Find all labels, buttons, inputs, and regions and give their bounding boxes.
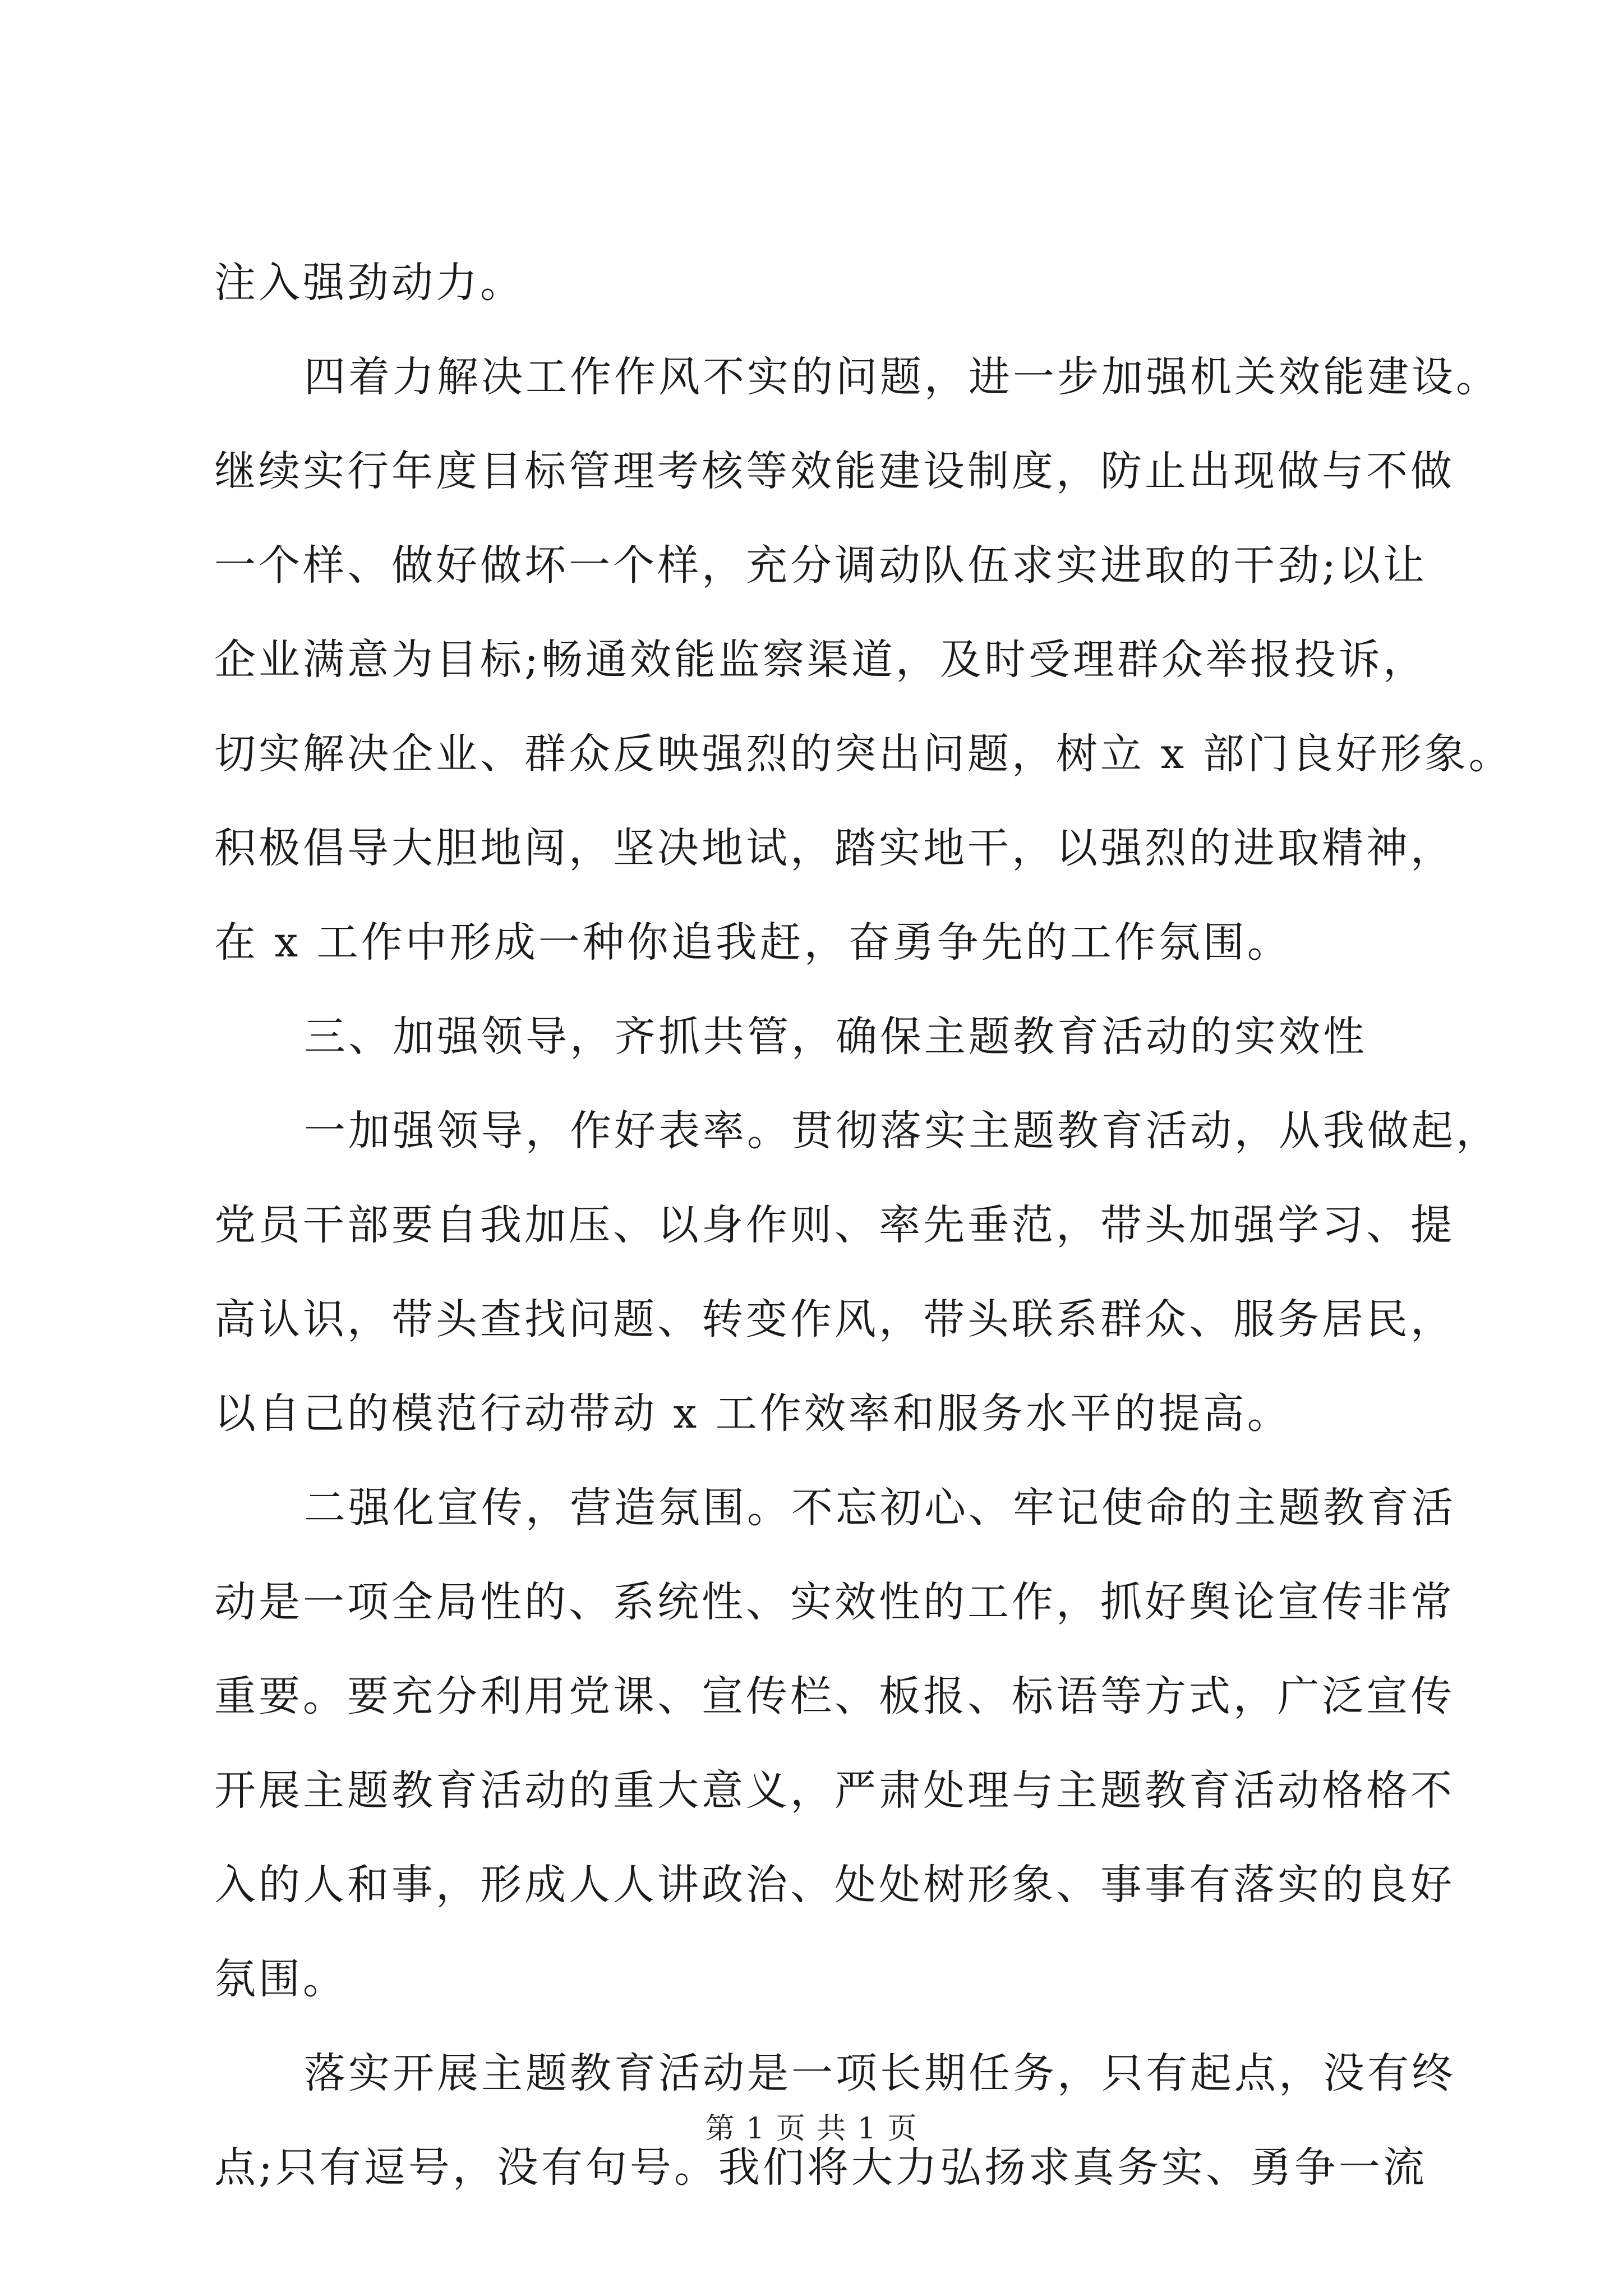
text-line: 落实开展主题教育活动是一项长期任务，只有起点，没有终 (304, 2049, 1456, 2097)
text-line: 高认识，带头查找问题、转变作风，带头联系群众、服务居民， (214, 1295, 1455, 1343)
text-line: 以自己的模范行动带动 x 工作效率和服务水平的提高。 (214, 1389, 1292, 1438)
text-line: 继续实行年度目标管理考核等效能建设制度，防止出现做与不做 (214, 447, 1455, 495)
text-line: 积极倡导大胆地闯，坚决地试，踏实地干，以强烈的进取精神， (214, 824, 1455, 872)
text-line: 一个样、做好做坏一个样，充分调动队伍求实进取的干劲;以让 (214, 541, 1427, 590)
text-line: 二强化宣传，营造氛围。不忘初心、牢记使命的主题教育活 (304, 1484, 1456, 1532)
text-line: 入的人和事，形成人人讲政治、处处树形象、事事有落实的良好 (214, 1861, 1455, 1909)
text-line: 点;只有逗号，没有句号。我们将大力弘扬求真务实、勇争一流 (214, 2143, 1427, 2192)
text-line: 动是一项全局性的、系统性、实效性的工作，抓好舆论宣传非常 (214, 1578, 1455, 1626)
text-line: 四着力解决工作作风不实的问题，进一步加强机关效能建设。 (304, 353, 1500, 401)
section-heading: 三、加强领导，齐抓共管，确保主题教育活动的实效性 (304, 1013, 1367, 1061)
page-number-footer: 第 1 页 共 1 页 (705, 2112, 918, 2146)
text-line: 企业满意为目标;畅通效能监察渠道，及时受理群众举报投诉， (214, 636, 1427, 684)
text-line: 切实解决企业、群众反映强烈的突出问题，树立 x 部门良好形象。 (214, 730, 1513, 778)
text-line: 党员干部要自我加压、以身作则、率先垂范，带头加强学习、提 (214, 1201, 1455, 1249)
text-line: 开展主题教育活动的重大意义，严肃处理与主题教育活动格格不 (214, 1766, 1455, 1815)
text-line: 氛围。 (214, 1955, 347, 2003)
document-body (214, 236, 1513, 2215)
text-line: 重要。要充分利用党课、宣传栏、板报、标语等方式，广泛宣传 (214, 1672, 1455, 1720)
text-line: 注入强劲动力。 (214, 259, 524, 307)
text-line: 一加强领导，作好表率。贯彻落实主题教育活动，从我做起， (304, 1107, 1500, 1155)
text-line: 在 x 工作中形成一种你追我赶，奋勇争先的工作氛围。 (214, 918, 1292, 967)
